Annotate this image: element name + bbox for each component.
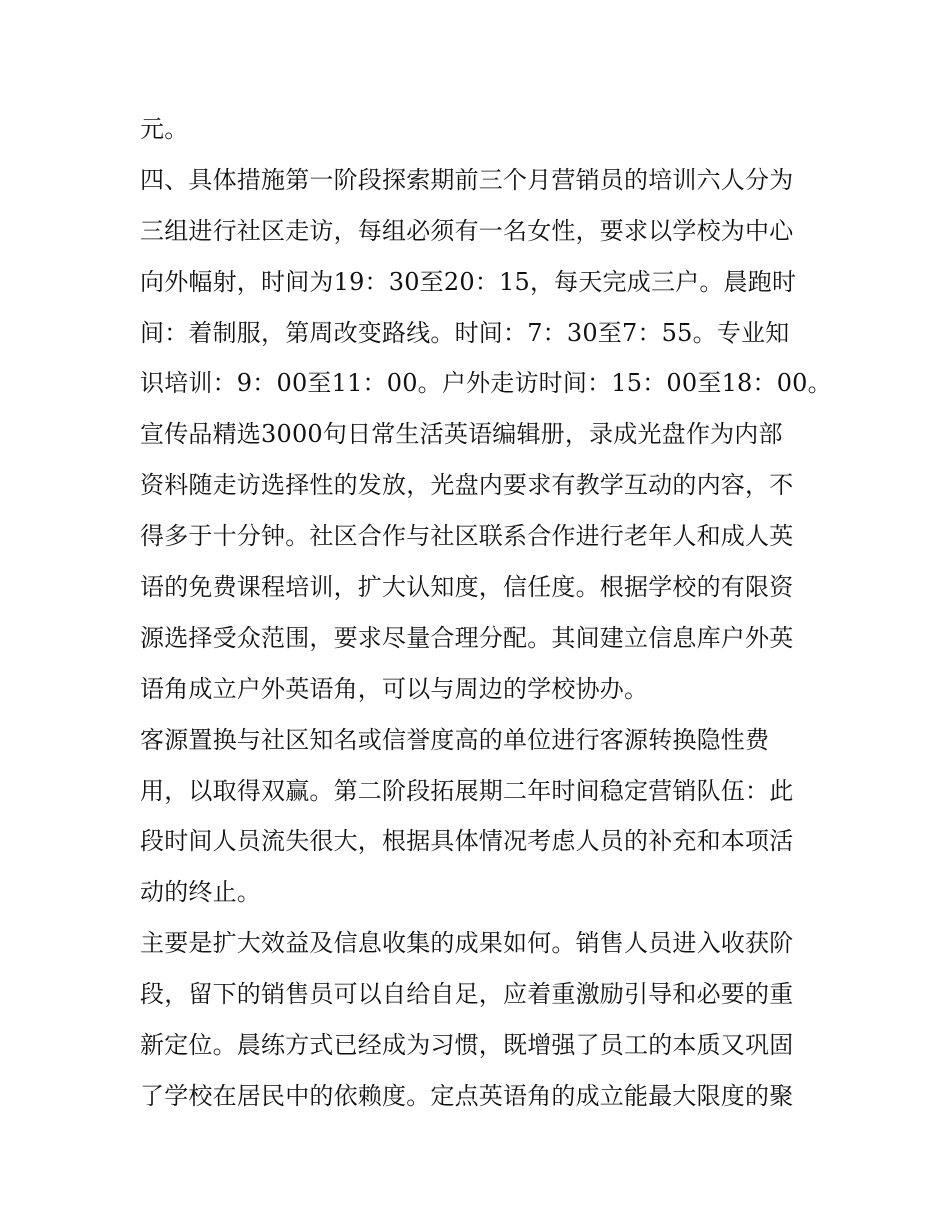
text-line: 主要是扩大效益及信息收集的成果如何。销售人员进入收获阶 [140, 929, 794, 958]
text-line: 元。 [140, 115, 189, 143]
text-line: 资料随走访选择性的发放，光盘内要求有教学互动的内容，不 [140, 471, 794, 500]
text-line: 语角成立户外英语角，可以与周边的学校协办。 [140, 674, 649, 703]
text-line: 段时间人员流失很大，根据具体情况考虑人员的补充和本项活 [140, 827, 794, 856]
text-line: 段，留下的销售员可以自给自足，应着重激励引导和必要的重 [140, 980, 794, 1009]
text-line: 识培训：9：00至11：00。户外走访时间：15：00至18：00。 [140, 369, 832, 398]
text-line: 新定位。晨练方式已经成为习惯，既增强了员工的本质又巩固 [140, 1031, 794, 1060]
text-line: 宣传品精选3000句日常生活英语编辑册，录成光盘作为内部 [140, 420, 783, 449]
text-line: 间：着制服，第周改变路线。时间：7：30至7：55。专业知 [140, 318, 790, 347]
text-line: 四、具体措施第一阶段探索期前三个月营销员的培训六人分为 [140, 165, 794, 194]
text-line: 三组进行社区走访，每组必须有一名女性，要求以学校为中心 [140, 216, 794, 245]
text-line: 用，以取得双赢。第二阶段拓展期二年时间稳定营销队伍：此 [140, 776, 794, 805]
text-line: 了学校在居民中的依赖度。定点英语角的成立能最大限度的聚 [140, 1081, 794, 1110]
text-line: 向外幅射，时间为19：30至20：15，每天完成三户。晨跑时 [140, 267, 797, 296]
text-line: 源选择受众范围，要求尽量合理分配。其间建立信息库户外英 [140, 623, 794, 652]
text-line: 客源置换与社区知名或信誉度高的单位进行客源转换隐性费 [140, 725, 770, 754]
text-line: 得多于十分钟。社区合作与社区联系合作进行老年人和成人英 [140, 522, 794, 551]
body-text [140, 104, 832, 1122]
text-line: 动的终止。 [140, 878, 261, 907]
text-line: 语的免费课程培训，扩大认知度，信任度。根据学校的有限资 [140, 573, 794, 602]
